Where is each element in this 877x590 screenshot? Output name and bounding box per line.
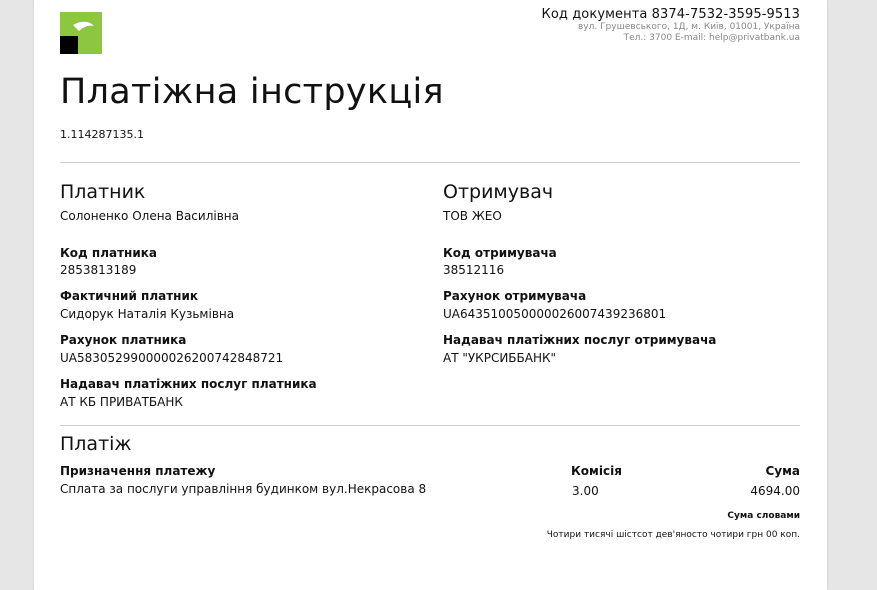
recipient-name: ТОВ ЖЕО — [443, 209, 502, 223]
payer-code-label: Код платника — [60, 246, 157, 260]
page-title: Платіжна інструкція — [60, 72, 444, 112]
privatbank-logo-icon — [60, 12, 102, 54]
divider — [60, 162, 800, 163]
recipient-code: 38512116 — [443, 263, 505, 277]
commission-label: Комісія — [571, 464, 622, 478]
payer-code: 2853813189 — [60, 263, 137, 277]
divider — [60, 425, 800, 426]
sum-in-words: Чотири тисячі шістсот дев'яносто чотири грн 00 коп. — [546, 530, 800, 540]
payer-account-label: Рахунок платника — [60, 333, 187, 347]
recipient-provider-label: Надавач платіжних послуг отримувача — [443, 333, 717, 347]
recipient-heading: Отримувач — [443, 181, 554, 203]
document-header — [542, 7, 800, 44]
actual-payer: Сидорук Наталія Кузьмівна — [60, 307, 235, 321]
sum-in-words-label: Сума словами — [727, 511, 800, 521]
document-number: 1.114287135.1 — [60, 128, 144, 141]
payer-provider-label: Надавач платіжних послуг платника — [60, 377, 317, 391]
sum-value: 4694.00 — [750, 484, 800, 498]
payment-heading: Платіж — [60, 433, 132, 455]
bank-contacts: Тел.: 3700 E-mail: help@privatbank.ua — [623, 33, 800, 43]
sum-label: Сума — [765, 464, 800, 478]
commission-value: 3.00 — [572, 484, 599, 498]
recipient-account: UA643510050000026007439236801 — [443, 307, 667, 321]
recipient-provider: АТ "УКРСИББАНК" — [443, 351, 557, 365]
bank-address: вул. Грушевського, 1Д, м. Київ, 01001, Україна — [577, 22, 800, 32]
actual-payer-label: Фактичний платник — [60, 289, 199, 303]
payer-account: UA583052990000026200742848721 — [60, 351, 284, 365]
payer-heading: Платник — [60, 181, 146, 203]
recipient-code-label: Код отримувача — [443, 246, 557, 260]
payment-purpose: Сплата за послуги управління будинком вул.Некрасова 8 — [60, 482, 427, 496]
payer-name: Солоненко Олена Василівна — [60, 209, 239, 223]
recipient-account-label: Рахунок отримувача — [443, 289, 587, 303]
document-page — [34, 0, 827, 590]
document-code: Код документа 8374-7532-3595-9513 — [541, 7, 800, 22]
purpose-label: Призначення платежу — [60, 464, 216, 478]
payer-provider: АТ КБ ПРИВАТБАНК — [60, 395, 183, 409]
